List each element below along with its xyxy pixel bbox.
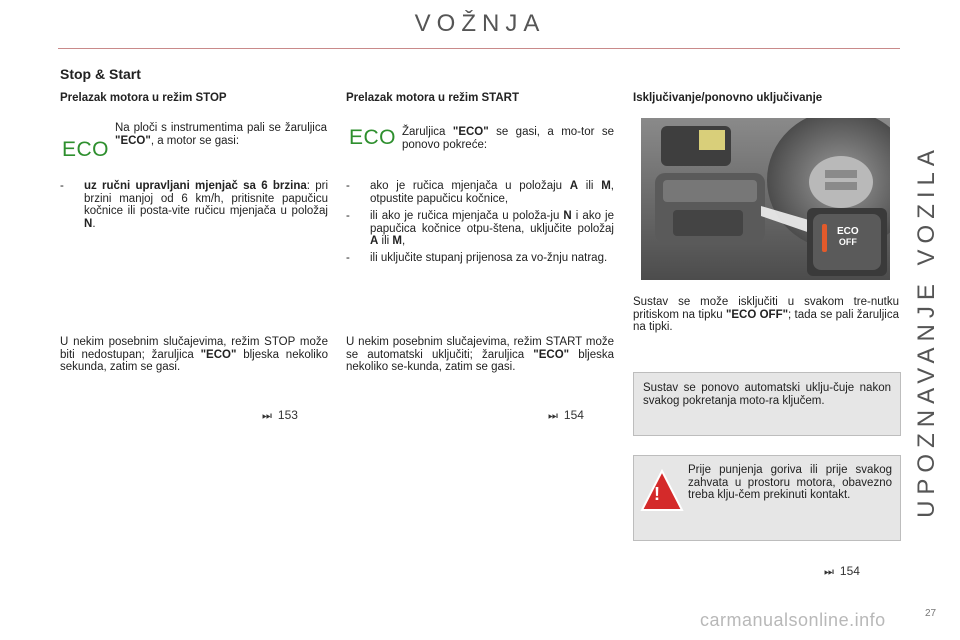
c2i3: ili uključite stupanj prijenosa za vo-žnju natrag. [370, 252, 608, 264]
c2i2b: N [563, 210, 572, 222]
col1-item1-bold: uz ručni upravljani mjenjač sa 6 brzina [84, 180, 307, 192]
col1-para-c: bljeska nekoliko sekunda, zatim se gasi. [60, 348, 328, 373]
fast-forward-icon: ⏭ [548, 410, 558, 422]
dashboard-photo [641, 118, 890, 280]
header-rule [58, 48, 900, 49]
col1-para-b: "ECO" [200, 348, 237, 361]
col2-para-b: "ECO" [533, 348, 570, 361]
c2i2f: M [392, 235, 402, 247]
col1-intro-a: Na ploči s instrumentima pali se žaruljica [115, 122, 327, 134]
col1-heading [60, 92, 328, 114]
eco-indicator-icon: ECO [349, 126, 397, 149]
col2-list-item-1 [346, 180, 614, 208]
col3-ref-number: 154 [839, 564, 860, 578]
dashboard-illustration [641, 118, 890, 280]
list-dash: - [346, 210, 350, 222]
col2-list-item-3 [346, 252, 614, 280]
col3-heading [633, 92, 901, 114]
c2i1c: ili [578, 180, 602, 192]
col2-heading-text: Prelazak motora u režim START [346, 92, 519, 104]
list-dash: - [346, 252, 350, 264]
col3-paragraph [633, 296, 899, 334]
col3-para-a: Sustav se može isključiti u svakom tre-nutku pritiskom na tipku [633, 296, 899, 321]
col1-item1-end: N [84, 217, 93, 230]
warning-glyph: ! [654, 484, 660, 504]
col1-item1-rest: : pri brzini manjoj od 6 km/h, pritisnite papučicu kočnice ili posta-vite ručicu mjenjača u položaj [84, 180, 329, 217]
eco-off-line2: OFF [838, 237, 857, 247]
c2i2g: , [401, 235, 406, 247]
col2-intro-b: "ECO" [452, 126, 489, 138]
col3-para-b: "ECO OFF" [725, 308, 789, 321]
col2-intro [402, 126, 614, 151]
section-title: Stop & Start [60, 66, 141, 82]
c2i2e: ili [378, 235, 393, 247]
col1-intro-c: , a motor se gasi: [150, 134, 240, 147]
list-dash: - [346, 180, 350, 192]
list-dash: - [60, 180, 64, 192]
col2-ref-number: 154 [563, 408, 584, 422]
c2i1a: ako je ručica mjenjača u položaju [370, 180, 570, 192]
fast-forward-icon: ⏭ [824, 566, 834, 578]
info-note-box [633, 372, 901, 436]
c2i2c: i ako je papučica kočnice otpu-štena, uključite položaj [370, 210, 614, 235]
sidebar-vertical-title [910, 126, 944, 536]
col3-para-c: ; tada se pali žaruljica na tipki. [633, 308, 899, 333]
watermark: carmanualsonline.info [700, 610, 886, 630]
page-number: 27 [925, 608, 937, 619]
warning-triangle-icon [639, 468, 685, 514]
col2-list-item-2 [346, 210, 614, 250]
col1-ref-number: 153 [277, 408, 298, 422]
page-header-title: VOŽNJA [414, 10, 546, 37]
col1-list-item: - uz ručni upravljani mjenjač sa 6 brzina: pri brzini manjoj od 6 km/h, pritisnite papučicu kočnice ili posta-vite ručicu mjenjača u položaj N. [60, 180, 329, 230]
col2-page-ref-link[interactable] [548, 408, 584, 423]
c2i1e: , otpustite papučicu kočnice, [370, 180, 614, 205]
eco-indicator-icon: ECO [62, 138, 110, 161]
warning-note-box [633, 455, 901, 541]
col2-para-c: bljeska nekoliko se-kunda, zatim se gasi. [346, 348, 614, 373]
col1-page-ref-link[interactable] [262, 408, 298, 423]
col2-heading [346, 92, 614, 114]
info-note-text: Sustav se ponovo automatski uklju-čuje nakon svakog pokretanja moto-ra ključem. [643, 382, 891, 407]
col2-para-a: U nekim posebnim slučajevima, režim START može se automatski uključiti; žaruljica [346, 336, 614, 361]
c2i1d: M [601, 180, 611, 192]
c2i2d: A [370, 235, 379, 247]
col3-heading-text: Isključivanje/ponovno uključivanje [633, 92, 823, 104]
col1-intro-b: "ECO" [115, 134, 151, 147]
eco-off-button[interactable] [837, 226, 859, 248]
col1-heading-text: Prelazak motora u režim STOP [60, 92, 227, 104]
col2-intro-c: se gasi, a mo-tor se ponovo pokreće: [402, 126, 614, 151]
col2-intro-a: Žaruljica [402, 126, 453, 138]
warning-note-text: Prije punjenja goriva ili prije svakog zahvata u prostoru motora, obavezno treba klju-čem prekinuti kontakt. [688, 464, 892, 501]
col2-paragraph [346, 336, 614, 374]
c2i2a: ili ako je ručica mjenjača u položa-ju [370, 210, 564, 222]
sidebar-title-text: UPOZNAVANJE VOZILA [913, 144, 940, 518]
col1-intro [115, 122, 327, 147]
c2i1b: A [569, 180, 579, 192]
fast-forward-icon: ⏭ [262, 410, 272, 422]
col3-page-ref-link[interactable] [824, 564, 860, 579]
col1-paragraph [60, 336, 328, 374]
col1-para-a: U nekim posebnim slučajevima, režim STOP može biti nedostupan; žaruljica [60, 336, 328, 361]
eco-off-line1: ECO [837, 226, 859, 237]
